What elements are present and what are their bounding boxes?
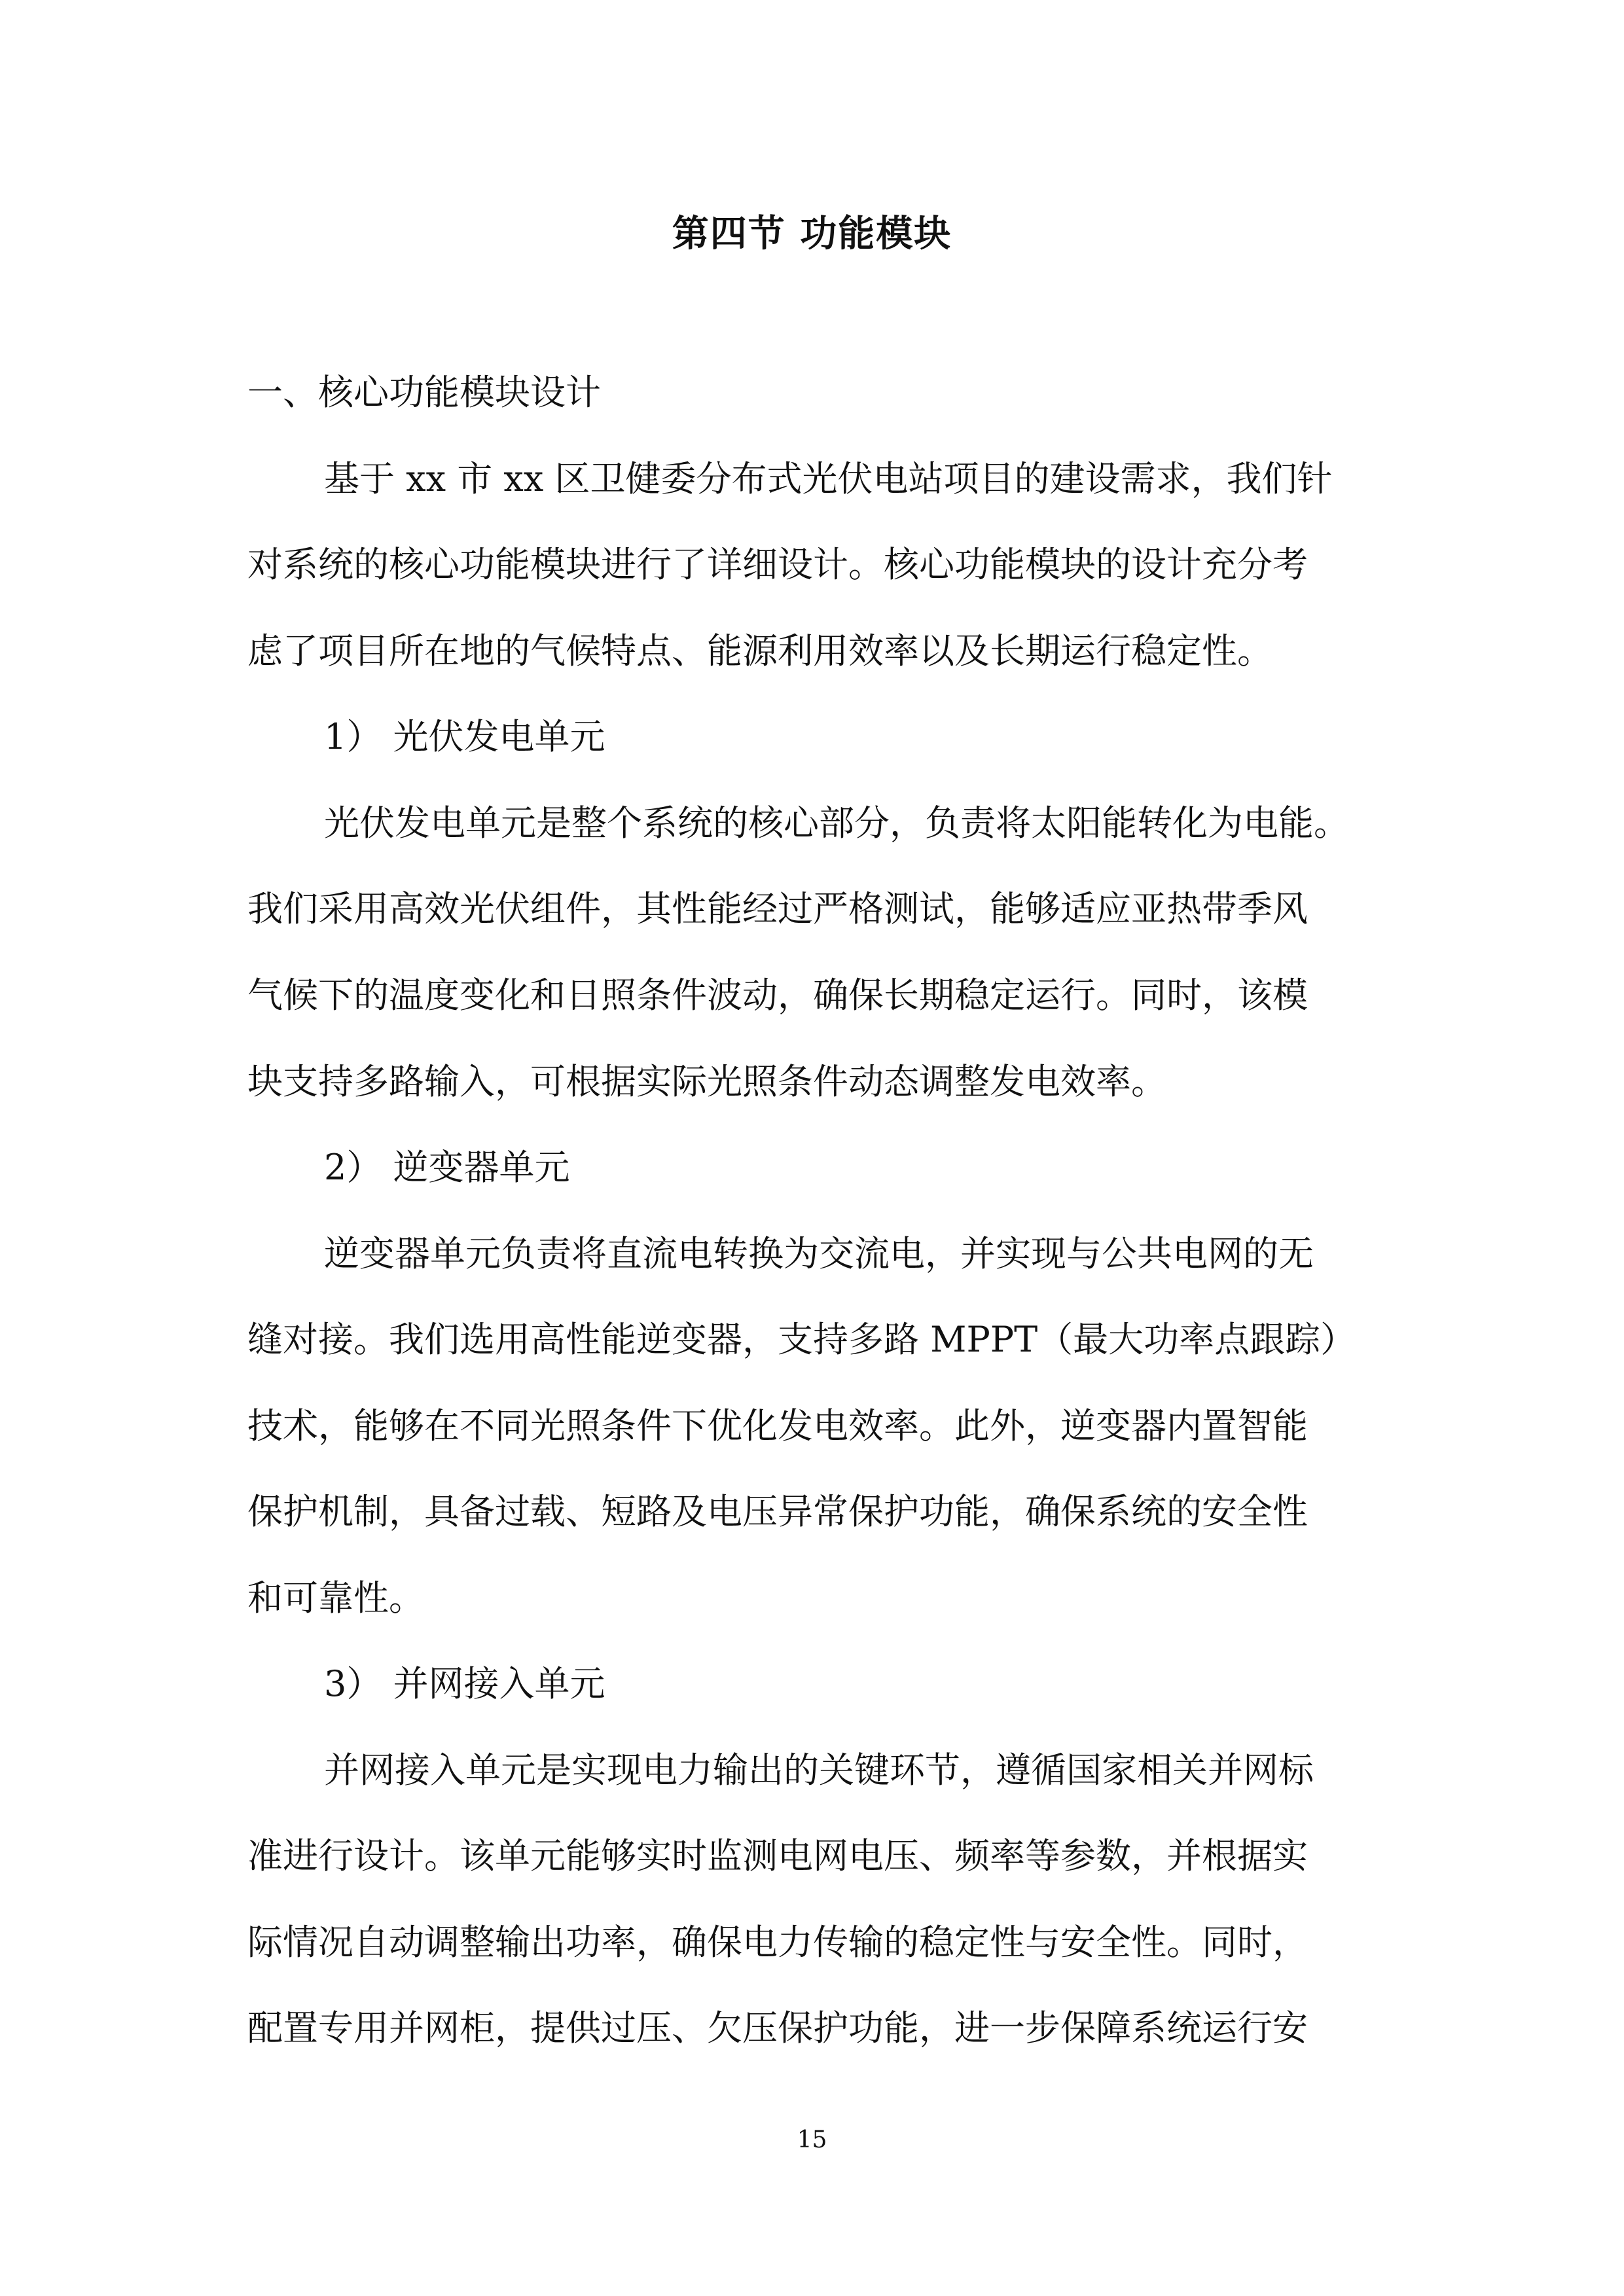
paragraph-line: 并网接入单元是实现电力输出的关键环节，遵循国家相关并网标 <box>324 1749 1314 1791</box>
paragraph-line: 配置专用并网柜，提供过压、欠压保护功能，进一步保障系统运行安 <box>247 2007 1308 2049</box>
subheading-grid-unit: 3） 并网接入单元 <box>324 1663 605 1704</box>
paragraph-line: 我们采用高效光伏组件，其性能经过严格测试，能够适应亚热带季风 <box>247 888 1308 929</box>
paragraph-line: 光伏发电单元是整个系统的核心部分，负责将太阳能转化为电能。 <box>324 802 1349 844</box>
paragraph-line: 际情况自动调整输出功率，确保电力传输的稳定性与安全性。同时， <box>247 1922 1308 1963</box>
paragraph-line: 基于 xx 市 xx 区卫健委分布式光伏电站项目的建设需求，我们针 <box>324 458 1333 499</box>
heading-core-modules: 一、核心功能模块设计 <box>247 372 601 413</box>
paragraph-line: 技术，能够在不同光照条件下优化发电效率。此外，逆变器内置智能 <box>247 1405 1308 1446</box>
paragraph-line: 气候下的温度变化和日照条件波动，确保长期稳定运行。同时，该模 <box>247 975 1308 1016</box>
paragraph-line: 保护机制，具备过载、短路及电压异常保护功能，确保系统的安全性 <box>247 1491 1308 1532</box>
paragraph-line: 准进行设计。该单元能够实时监测电网电压、频率等参数，并根据实 <box>247 1835 1308 1876</box>
paragraph-line: 虑了项目所在地的气候特点、能源利用效率以及长期运行稳定性。 <box>247 630 1272 672</box>
paragraph-line: 块支持多路输入，可根据实际光照条件动态调整发电效率。 <box>247 1061 1166 1102</box>
paragraph-line: 对系统的核心功能模块进行了详细设计。核心功能模块的设计充分考 <box>247 544 1308 585</box>
subheading-inverter-unit: 2） 逆变器单元 <box>324 1147 570 1188</box>
section-title: 第四节 功能模块 <box>672 213 952 255</box>
page-number: 15 <box>797 2126 827 2153</box>
subheading-pv-unit: 1） 光伏发电单元 <box>324 716 605 757</box>
paragraph-line: 缝对接。我们选用高性能逆变器，支持多路 MPPT（最大功率点跟踪） <box>247 1319 1356 1360</box>
paragraph-line: 和可靠性。 <box>247 1577 424 1619</box>
paragraph-line: 逆变器单元负责将直流电转换为交流电，并实现与公共电网的无 <box>324 1233 1314 1274</box>
